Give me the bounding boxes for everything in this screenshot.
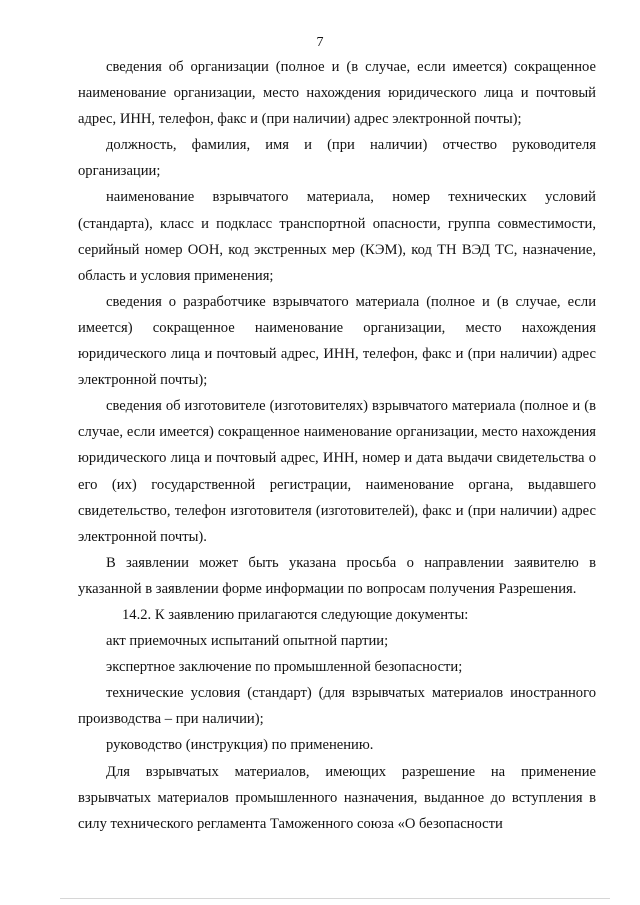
paragraph-manufacturer-info: сведения об изготовителе (изготовителях) взрывчатого материала (полное и (в случае, если имеется) сокращенное наименование организации, место нахождения юридического лица и почтовый адрес, ИНН, номер и дата выдачи свидетельства о его (их) государственной регистрации, наименование органа, выдавшего свидетельство, телефон изготовителя (изготовителей), факс и (при наличии) адрес электронной почты). [78,398,596,545]
paragraph-existing-permits: Для взрывчатых материалов, имеющих разрешение на применение взрывчатых материалов промышленного назначения, выданное до вступления в силу технического регламента Таможенного союза «О безопасности [78,763,596,832]
paragraph-developer-info: сведения о разработчике взрывчатого материала (полное и (в случае, если имеется) сокращенное наименование организации, место нахождения юридического лица и почтовый адрес, ИНН, телефон, факс и (при наличии) адрес электронной почты); [78,293,596,389]
paragraph-doc-manual: руководство (инструкция) по применению. [106,737,374,754]
paragraph-head-position: должность, фамилия, имя и (при наличии) отчество руководителя организации; [78,137,596,180]
scan-bottom-edge [60,898,610,899]
paragraph-organization-info: сведения об организации (полное и (в случае, если имеется) сокращенное наименование организации, место нахождения юридического лица и почтовый адрес, ИНН, телефон, факс и (при наличии) адрес электронной почты); [78,59,596,128]
paragraph-section-14-2: 14.2. К заявлению прилагаются следующие документы: [122,606,469,623]
paragraph-request-note: В заявлении может быть указана просьба о направлении заявителю в указанной в заявлении форме информации по вопросам получения Разрешения. [78,554,596,597]
paragraph-doc-expert-opinion: экспертное заключение по промышленной безопасности; [106,659,463,676]
paragraph-doc-tech-conditions: технические условия (стандарт) (для взрывчатых материалов иностранного производства – при наличии); [78,685,596,728]
paragraph-doc-acceptance-act: акт приемочных испытаний опытной партии; [106,633,389,650]
document-body [78,54,596,837]
page-number: 7 [316,35,324,50]
paragraph-material-name: наименование взрывчатого материала, номер технических условий (стандарта), класс и подкласс транспортной опасности, группа совместимости, серийный номер ООН, код экстренных мер (КЭМ), код ТН ВЭД ТС, назначение, область и условия применения; [78,189,596,284]
